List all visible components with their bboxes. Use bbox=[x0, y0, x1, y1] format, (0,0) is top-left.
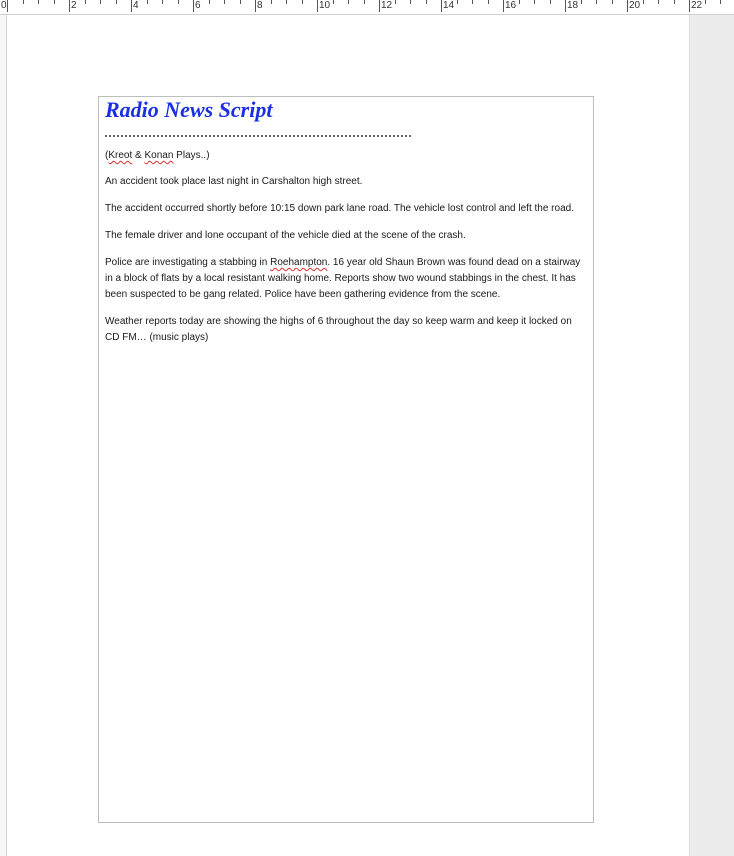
ruler-minor-tick bbox=[472, 0, 473, 4]
credit-open: ( bbox=[105, 150, 109, 161]
ruler-label: 2 bbox=[71, 0, 77, 11]
ruler-minor-tick bbox=[410, 0, 411, 4]
ruler-major-tick bbox=[69, 0, 70, 12]
ruler-minor-tick bbox=[658, 0, 659, 4]
stabbing-text-before: Police are investigating a stabbing in bbox=[105, 257, 271, 268]
horizontal-ruler[interactable] bbox=[0, 0, 734, 15]
ruler-minor-tick bbox=[224, 0, 225, 4]
ruler-label: 8 bbox=[257, 0, 263, 11]
ruler-minor-tick bbox=[596, 0, 597, 4]
ruler-minor-tick bbox=[286, 0, 287, 4]
left-margin-strip bbox=[0, 15, 7, 856]
ruler-label: 16 bbox=[505, 0, 517, 11]
credit-rest: Plays..) bbox=[173, 150, 210, 161]
ruler-label: 0 bbox=[1, 0, 7, 11]
ruler-minor-tick bbox=[395, 0, 396, 4]
ruler-major-tick bbox=[441, 0, 442, 12]
ruler-minor-tick bbox=[519, 0, 520, 4]
ruler-minor-tick bbox=[457, 0, 458, 4]
ruler-major-tick bbox=[131, 0, 132, 12]
paragraph-accident: An accident took place last night in Carshalton high street. bbox=[105, 176, 363, 187]
side-panel bbox=[689, 15, 734, 856]
ruler-minor-tick bbox=[333, 0, 334, 4]
ruler-minor-tick bbox=[147, 0, 148, 4]
ruler-label: 20 bbox=[629, 0, 641, 11]
paragraph-accident-details: The accident occurred shortly before 10:15 down park lane road. The vehicle lost control and left the road. bbox=[105, 203, 574, 214]
ruler-minor-tick bbox=[364, 0, 365, 4]
ruler-major-tick bbox=[379, 0, 380, 12]
ruler-minor-tick bbox=[581, 0, 582, 4]
credit-name-misspelled: Kreot bbox=[108, 150, 133, 161]
ruler-minor-tick bbox=[705, 0, 706, 4]
ruler-minor-tick bbox=[100, 0, 101, 4]
ruler-major-tick bbox=[317, 0, 318, 12]
ruler-label: 14 bbox=[443, 0, 455, 11]
paragraph-weather: Weather reports today are showing the highs of 6 throughout the day so keep warm and keep it locked on CD FM… (music plays) bbox=[105, 316, 572, 343]
stabbing-text-after: . 16 year old Shaun Brown was found dead on a stairway in a block of flats by a local resistant walking home. Reports show two wound stabbings in the chest. It has been suspected to be gang related. Police have been gathering evidence from the scene. bbox=[105, 257, 581, 300]
document-body[interactable] bbox=[105, 97, 585, 346]
credit-line bbox=[105, 148, 585, 164]
ruler-minor-tick bbox=[643, 0, 644, 4]
ruler-label: 6 bbox=[195, 0, 201, 11]
ruler-minor-tick bbox=[612, 0, 613, 4]
credit-amp: & bbox=[132, 150, 145, 161]
ruler-major-tick bbox=[7, 0, 8, 12]
ruler-major-tick bbox=[255, 0, 256, 12]
ruler-major-tick bbox=[689, 0, 690, 12]
document-title: Radio News Script bbox=[105, 97, 273, 122]
ruler-label: 10 bbox=[319, 0, 331, 11]
paragraph-driver: The female driver and lone occupant of the vehicle died at the scene of the crash. bbox=[105, 230, 466, 241]
ruler-minor-tick bbox=[240, 0, 241, 4]
ruler-label: 4 bbox=[133, 0, 139, 11]
ruler-label: 12 bbox=[381, 0, 393, 11]
ruler-minor-tick bbox=[271, 0, 272, 4]
ruler-minor-tick bbox=[178, 0, 179, 4]
ruler-minor-tick bbox=[348, 0, 349, 4]
ruler-major-tick bbox=[503, 0, 504, 12]
ruler-minor-tick bbox=[38, 0, 39, 4]
ruler-minor-tick bbox=[720, 0, 721, 4]
ruler-minor-tick bbox=[162, 0, 163, 4]
ruler-minor-tick bbox=[23, 0, 24, 4]
place-name-misspelled: Roehampton bbox=[270, 257, 328, 268]
ruler-major-tick bbox=[627, 0, 628, 12]
ruler-minor-tick bbox=[209, 0, 210, 4]
ruler-label: 18 bbox=[567, 0, 579, 11]
ruler-minor-tick bbox=[54, 0, 55, 4]
ruler-minor-tick bbox=[116, 0, 117, 4]
credit-name2-misspelled: Konan bbox=[144, 150, 174, 161]
paragraph-stabbing bbox=[105, 255, 585, 303]
dotted-divider bbox=[105, 135, 411, 137]
ruler-minor-tick bbox=[302, 0, 303, 4]
ruler-major-tick bbox=[193, 0, 194, 12]
ruler-minor-tick bbox=[534, 0, 535, 4]
ruler-label: 22 bbox=[691, 0, 703, 11]
ruler-minor-tick bbox=[488, 0, 489, 4]
ruler-minor-tick bbox=[426, 0, 427, 4]
ruler-minor-tick bbox=[550, 0, 551, 4]
document-page[interactable] bbox=[98, 96, 594, 823]
ruler-minor-tick bbox=[85, 0, 86, 4]
ruler-major-tick bbox=[565, 0, 566, 12]
ruler-minor-tick bbox=[674, 0, 675, 4]
